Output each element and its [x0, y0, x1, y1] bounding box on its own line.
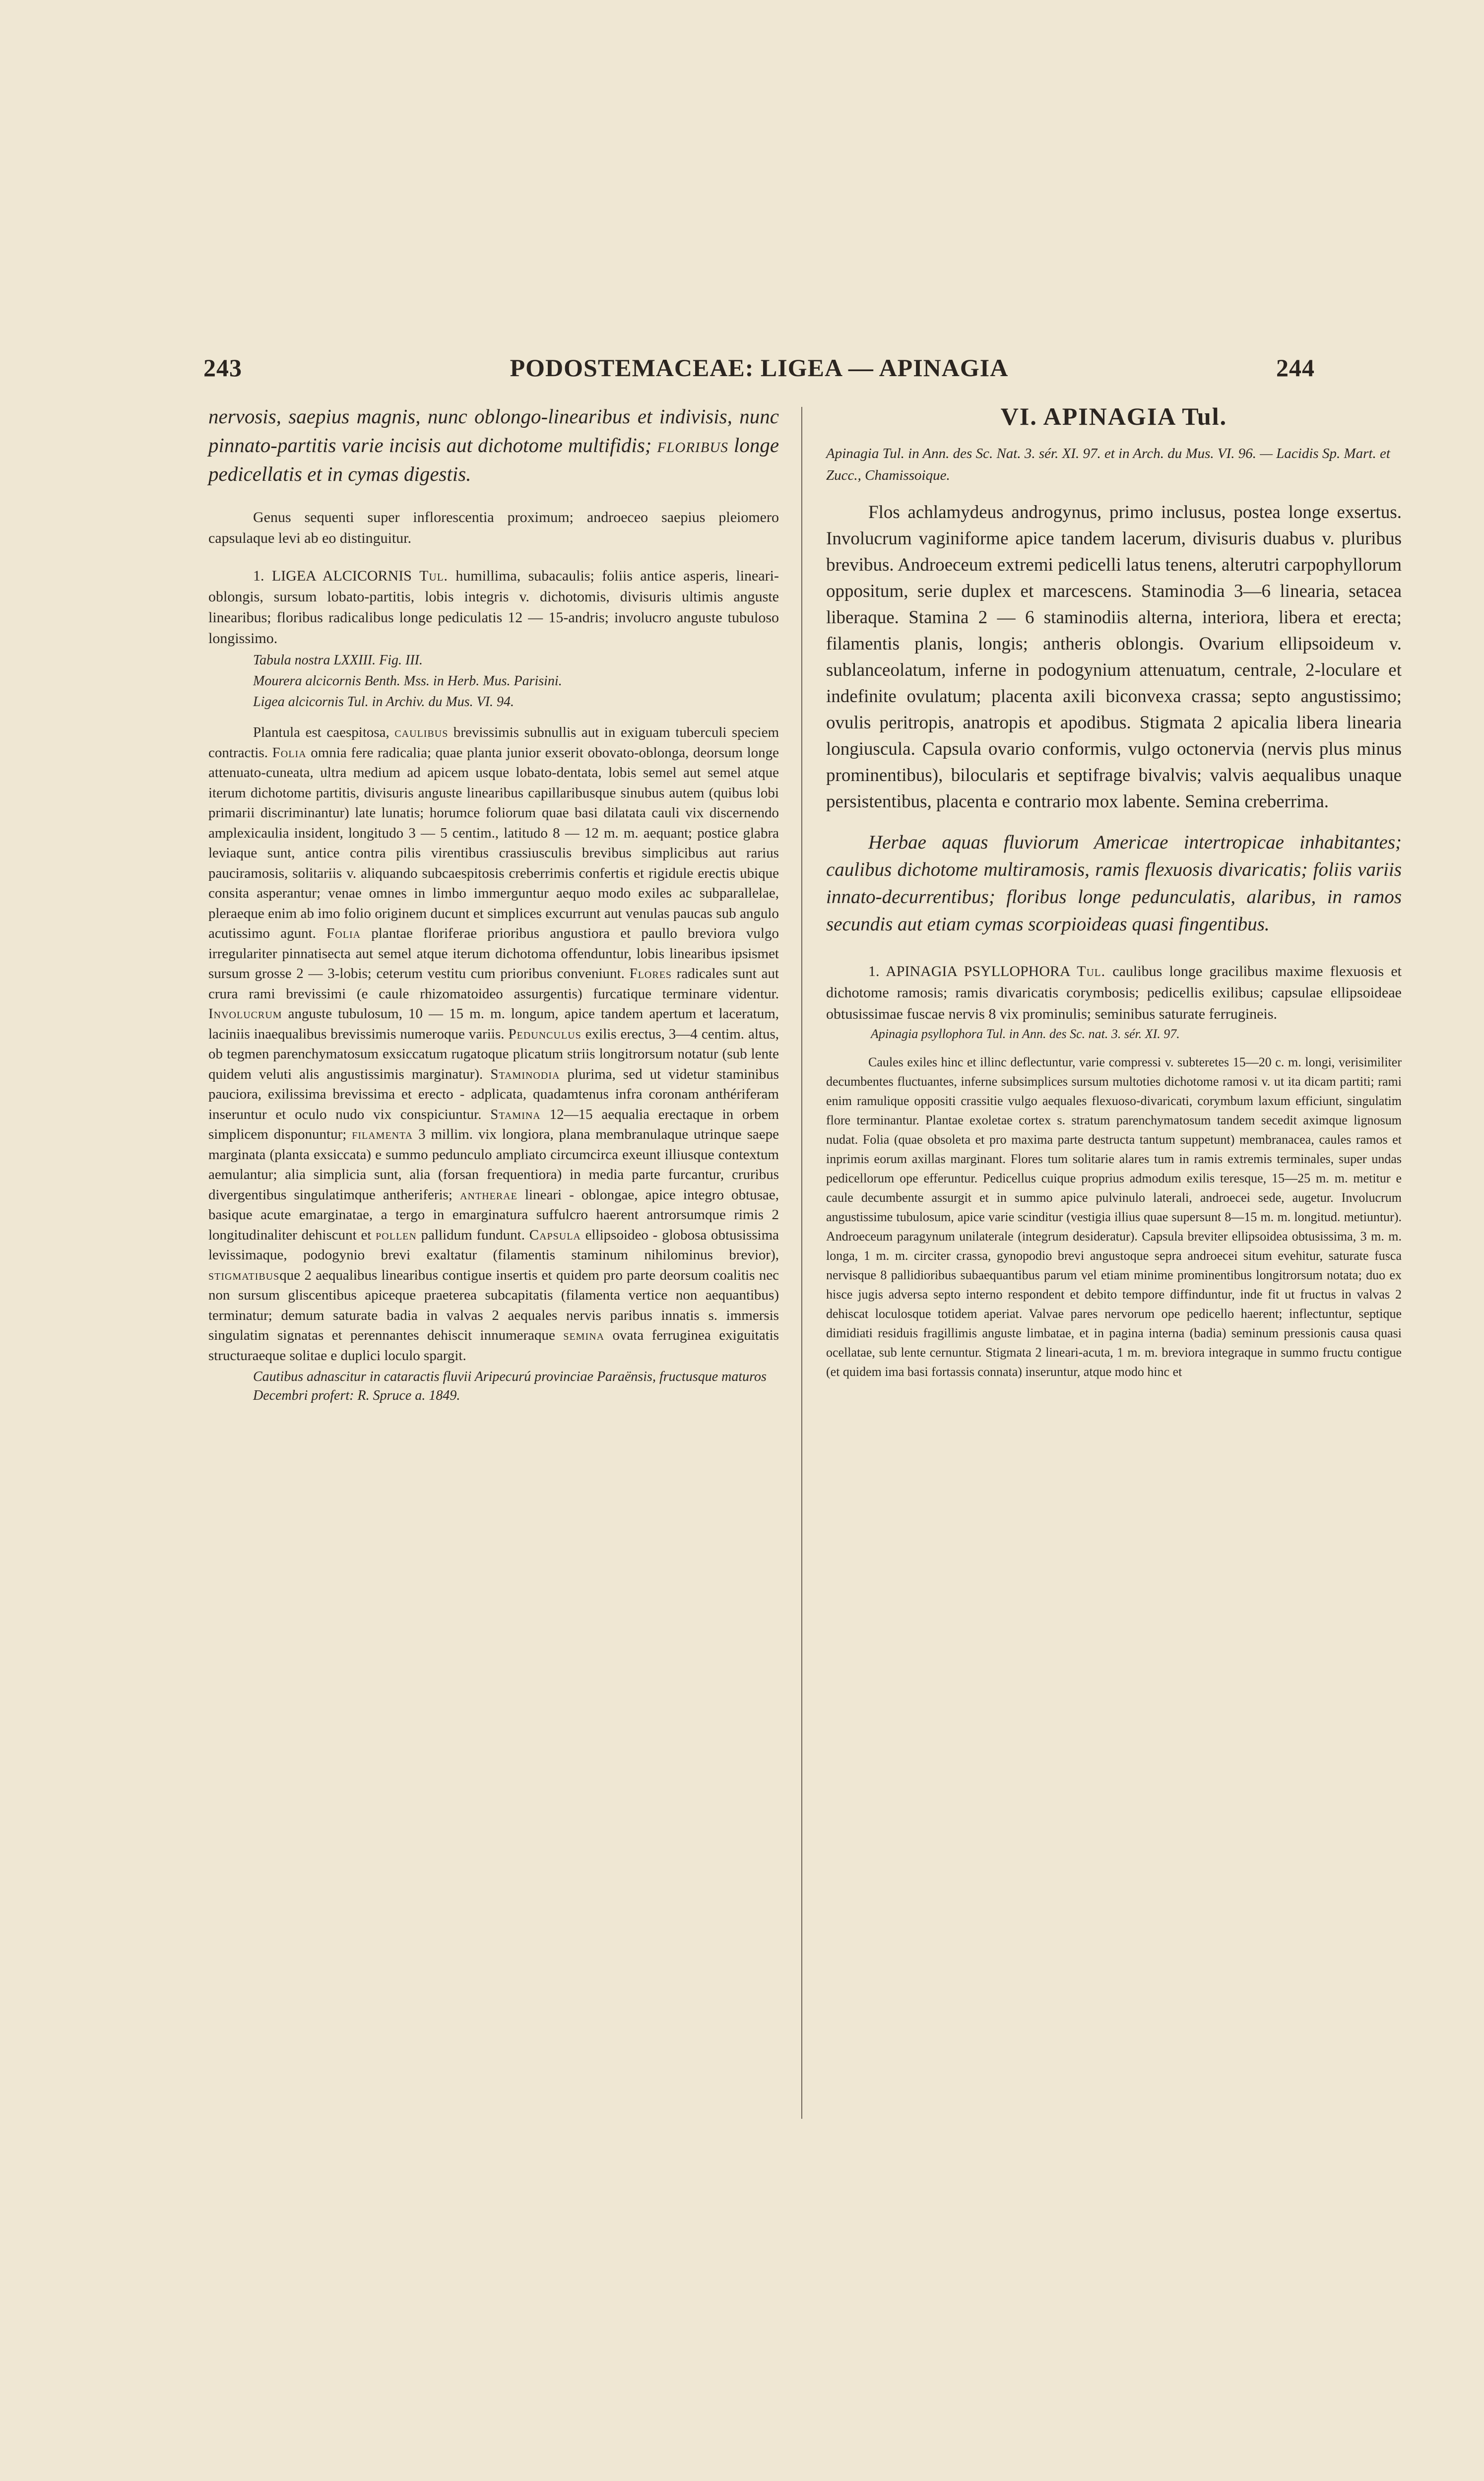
species-diagnosis: 1. LIGEA ALCICORNIS Tul. humillima, subacaulis; foliis antice asperis, lineari-oblongis, sursum lobato-partitis, lobis integris v. dichotomis, divisuris ultimis anguste linearibus; floribus radicalibus longe pediculatis 12 — 15-andris; involucro anguste tubuloso longissimo.: [208, 568, 779, 647]
habitat-note: Cautibus adnascitur in cataractis fluvii Aripecurú provinciae Paraënsis, fructusque maturos Decembri profert: R. Spruce a. 1849.: [253, 1369, 767, 1403]
genus-description: Flos achlamydeus androgynus, primo inclusus, postea longe exsertus. Involucrum vaginiforme apice tandem lacerum, divisuris duabus v. pluribus brevibus. Androeceum extremi pedicelli latus tenens, alterutri carpophyllorum oppositum, serie duplex et marcescens. Staminodia 3—6 linearia, setacea liberaque. Stamina 2 — 6 staminodiis alterna, interiora, libera et erecta; filamentis planis, longis; antheris oblongis. Ovarium ellipsoideum v. sublanceolatum, inferne in podogynium attenuatum, centrale, 2-loculare et indefinite ovulatum; placenta axili biconvexa crassa; septo angustissimo; ovulis peritropis, anatropis et apodibus. Stigmata 2 apicalia libera linearia longiuscula. Capsula ovario conformis, vulgo octonervia (nervis plus minus prominentibus), bilocularis et septifrage bivalvis; valvis aequalibus unaque persistentibus, placenta e contrario mox labente. Semina creberrima.: [826, 502, 1402, 812]
citation-ligea: Ligea alcicornis Tul. in Archiv. du Mus. VI. 94.: [253, 694, 515, 710]
genus-continuation: nervosis, saepius magnis, nunc oblongo-linearibus et indivisis, nunc pinnato-partitis varie incisis aut dichotome multifidis; floribus longe pedicellatis et in cymas digestis.: [208, 405, 779, 485]
column-divider: [801, 407, 802, 2119]
left-column: [208, 402, 779, 1407]
genus-reference: Apinagia Tul. in Ann. des Sc. Nat. 3. sér. XI. 97. et in Arch. du Mus. VI. 96. — Lacidis Sp. Mart. et Zucc., Chamissoique.: [826, 446, 1390, 483]
apinagia-citation: Apinagia psyllophora Tul. in Ann. des Sc. nat. 3. sér. XI. 97.: [871, 1027, 1180, 1041]
citation-mourera: Mourera alcicornis Benth. Mss. in Herb. Mus. Parisini.: [253, 673, 562, 689]
apinagia-description: Caules exiles hinc et illinc deflectuntur, varie compressi v. subteretes 15—20 c. m. longi, verisimiliter decumbentes fluctuantes, inferne subsimplices sursum multoties dichotome ramosi v. ut ita dicam partiti; rami enim ramulique oppositi crassitie vulgo aequales flexuoso-divaricati, corymbum laxum efficiunt, singulatim flore terminantur. Plantae exoletae cortex s. stratum parenchymatosum tandem secedit aximque lignosum nudat. Folia (quae obsoleta et pro maxima parte destructa tantum suppetunt) membranacea, caules ramos et inprimis eorum axillas marginant. Flores tum solitarie alares tum in ramis extremis terminales, super undas pedicellorum ope efferuntur. Pedicellus cuique proprius admodum exilis teresque, 15—25 m. m. metitur e caule decumbente assurgit et in summo apice pulvinulo laterali, androecei sede, augetur. Involucrum angustissime tubulosum, apice varie scinditur (vestigia illius quae supersunt 8—15 m. m. longitud. metiuntur). Androeceum paragynum unilaterale (integrum desideratur). Capsula breviter ellipsoidea obtusissima, 3 m. m. longa, 1 m. m. circiter crassa, gynopodio brevi angustoque sepra androecei situm evehitur, saturate fusca nervisque 8 pallidioribus subaequantibus parum vel etiam minime prominentibus longitrorsum notata; duo ex hisce jugis adversa septo interno respondent et debito tempore diffinduntur, inde fit ut fructus in valvas 2 dehiscat loculosque totidem aperiat. Valvae pares nervorum ope pedicello haerent; inflectuntur, septique dimidiati residuis fragillimis anguste limbatae, et in pagina interna (badia) seminum pressionis causa quasi ocellatae, sub lente cernuntur. Stigmata 2 lineari-acuta, 1 m. m. breviora integraque in summo fructu contigue (et quidem ima basi fortassis connata) inseruntur, atque modo hinc et: [826, 1055, 1402, 1379]
citation-plate: Tabula nostra LXXIII. Fig. III.: [253, 653, 423, 668]
page-number-left: 243: [203, 354, 242, 382]
habit-description: Herbae aquas fluviorum Americae intertropicae inhabitantes; caulibus dichotome multiramosis, ramis flexuosis divaricatis; foliis variis innato-decurrentibus; floribus longe pedunculatis, alaribus, in ramos secundis aut etiam cymas scorpioideas quasi fingentibus.: [826, 832, 1402, 935]
page-header: [203, 353, 1315, 388]
page-number-right: 244: [1276, 354, 1315, 382]
running-title: PODOSTEMACEAE: LIGEA — APINAGIA: [510, 354, 1009, 382]
right-column: [826, 402, 1402, 1381]
genus-title: VI. APINAGIA Tul.: [1000, 402, 1227, 430]
species-description: Plantula est caespitosa, caulibus brevissimis subnullis aut in exiguam tuberculi speciem contractis. Folia omnia fere radicalia; quae planta junior exserit obovato-oblonga, deorsum longe attenuato-cuneata, ultra medium ad apicem usque lobato-dentata, lobis semel aut semel atque iterum dichotome partitis, divisuris anguste linearibus capillaribusque sinubus autem (quibus lobi primarii discriminantur) late lunatis; horumce foliorum quae basi dilatata cauli vix discernendo amplexicaulia insident, longitudo 3 — 5 centim., latitudo 8 — 12 m. m. aequant; postice glabra leviaque sunt, antice contra pilis virentibus crassiusculis brevibus simplicibus aut rarius pauciramosis, solitariis v. aliquando subcaespitosis creberrimis confertis et rigidule erectis ubique consita asperantur; venae omnes in limbo immerguntur aequo modo exiles ac subparallelae, pleraeque enim ab imo folio originem ducunt et simplices excurrunt aut venulas paucas sub angulo acutissimo agunt. Folia plantae floriferae prioribus angustiora et paullo breviora vulgo irregulariter pinnatisecta aut semel atque iterum dichotoma offenduntur, lobis linearibus ipsismet sursum grosse 2 — 3-lobis; ceterum vestitu cum prioribus conveniunt. Flores radicales sunt aut crura rami brevissimi (e caule rhizomatoideo assurgentis) furcatique terminare videntur. Involucrum anguste tubulosum, 10 — 15 m. m. longum, apice tandem apertum et laceratum, laciniis inaequalibus brevissimis numeroque variis. Pedunculus exilis erectus, 3—4 centim. altus, ob tegmen parenchymatosum exsiccatum rugatoque plicatum striis longitrorsum notatur (sub lente quidem veluti alis angustissimis marginatur). Staminodia plurima, sed ut videtur staminibus pauciora, exilissima brevissima et erecto - adplicata, quadamtenus infra coronam anthériferam inseruntur et oculo nudo vix conspiciuntur. Stamina 12—15 aequalia erectaque in orbem simplicem disponuntur; filamenta 3 millim. vix longiora, plana membranulaque utrinque saepe marginata (planta exsiccata) e summo pedunculo ampliato circumcirca exeunt illiusque contextum aemulantur; alia simplicia sunt, alia (forsan frequentiora) in media parte furcantur, cruribus divergentibus singulatimque antheriferis; antherae lineari - oblongae, apice integro obtusae, basique acute emarginatae, a tergo in emarginatura suffulcro haerent antrorsumque rimis 2 longitudinaliter dehiscunt et pollen pallidum fundunt. Capsula ellipsoideo - globosa obtusissima levissimaque, podogynio brevi exaltatur (filamentis staminum nihilominus brevior), stigmatibusque 2 aequalibus linearibus contigue insertis et quidem pro parte deorsum coalitis nec non sursum gliscentibus apiceque praeterea subcapitatis (filamenta vertice non aequantibus) terminatur; demum saturate badia in valvas 2 aequales nervis paribus innatis s. immersis singulatim signatas et perennantes dehiscit innumeraque semina ovata ferruginea exiguitatis structuraeque solitae e duplici loculo spargit.: [208, 724, 779, 1364]
genus-note: Genus sequenti super inflorescentia proximum; androeceo saepius pleiomero capsulaque levi ab eo distinguitur.: [208, 509, 779, 546]
apinagia-diagnosis: 1. APINAGIA PSYLLOPHORA Tul. caulibus longe gracilibus maxime flexuosis et dichotome ramosis; ramis divaricatis corymbosis; pedicellis exilibus; capsulae ellipsoideae obtusissimae fuscae nervis 8 vix prominulis; seminibus saturate ferrugineis.: [826, 963, 1402, 1022]
